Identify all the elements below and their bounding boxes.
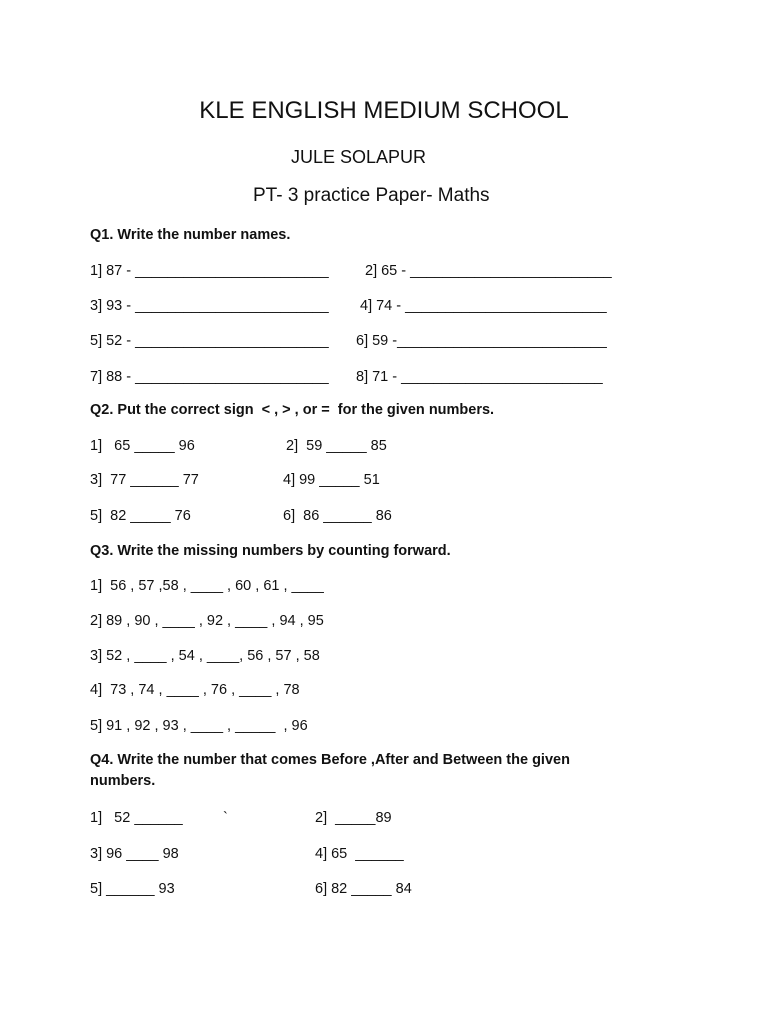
paper-title: PT- 3 practice Paper- Maths — [253, 185, 490, 206]
q2-item-6: 6] 86 ______ 86 — [283, 508, 392, 524]
q3-item-1: 1] 56 , 57 ,58 , ____ , 60 , 61 , ____ — [90, 578, 324, 594]
q4-item-3: 3] 96 ____ 98 — [90, 846, 179, 862]
q3-item-5: 5] 91 , 92 , 93 , ____ , _____ , 96 — [90, 718, 308, 734]
q4-item-6: 6] 82 _____ 84 — [315, 881, 412, 897]
q1-item-1: 1] 87 - ________________________ — [90, 263, 329, 279]
q1-item-3: 3] 93 - ________________________ — [90, 298, 329, 314]
q1-item-6: 6] 59 -__________________________ — [356, 333, 607, 349]
q1-heading: Q1. Write the number names. — [90, 227, 291, 243]
q2-item-3: 3] 77 ______ 77 — [90, 472, 199, 488]
q3-item-2: 2] 89 , 90 , ____ , 92 , ____ , 94 , 95 — [90, 613, 324, 629]
q1-item-5: 5] 52 - ________________________ — [90, 333, 329, 349]
q4-item-2: 2] _____89 — [315, 810, 392, 826]
q1-item-8: 8] 71 - _________________________ — [356, 369, 603, 385]
q1-item-7: 7] 88 - ________________________ — [90, 369, 329, 385]
q1-item-4: 4] 74 - _________________________ — [360, 298, 607, 314]
q2-item-1: 1] 65 _____ 96 — [90, 438, 195, 454]
q1-item-2: 2] 65 - _________________________ — [365, 263, 612, 279]
school-name: KLE ENGLISH MEDIUM SCHOOL — [199, 97, 569, 124]
q4-heading: Q4. Write the number that comes Before ,After and Between the given numbers. — [90, 752, 570, 789]
q3-item-3: 3] 52 , ____ , 54 , ____, 56 , 57 , 58 — [90, 648, 320, 664]
q4-item-1: 1] 52 ______ ` — [90, 810, 228, 826]
q4-item-4: 4] 65 ______ — [315, 846, 404, 862]
q4-item-5: 5] ______ 93 — [90, 881, 175, 897]
q2-item-5: 5] 82 _____ 76 — [90, 508, 191, 524]
q2-item-2: 2] 59 _____ 85 — [286, 438, 387, 454]
q2-heading: Q2. Put the correct sign < , > , or = for the given numbers. — [90, 402, 495, 418]
q2-item-4: 4] 99 _____ 51 — [283, 472, 380, 488]
q3-item-4: 4] 73 , 74 , ____ , 76 , ____ , 78 — [90, 682, 300, 698]
school-location: JULE SOLAPUR — [291, 147, 427, 167]
q3-heading: Q3. Write the missing numbers by counting forward. — [90, 543, 451, 559]
